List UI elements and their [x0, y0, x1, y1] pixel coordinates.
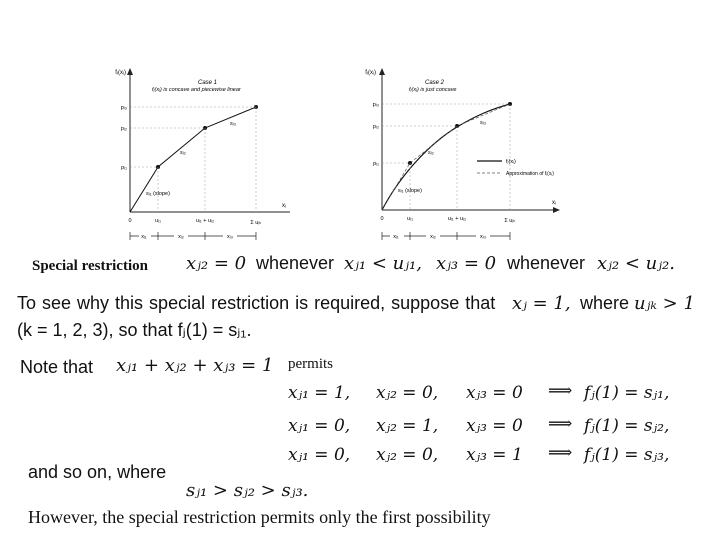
fig2-legend-item: fⱼ(xⱼ) [506, 159, 516, 165]
fig2-xtick: uⱼ₁ [407, 216, 413, 222]
case-1-xj2: xⱼ₂ = 0, [376, 383, 439, 403]
case-3-xj1: xⱼ₁ = 0, [288, 445, 351, 465]
fig2-case-title: Case 2 [425, 80, 445, 86]
and-so-on-label: and so on, where [28, 462, 167, 482]
permits-label: permits [288, 356, 333, 372]
equation-xj-equals-1: xⱼ = 1, [512, 293, 571, 314]
figure-case1 [110, 62, 290, 244]
case-3-xj2: xⱼ₂ = 0, [376, 445, 439, 465]
fig2-segment: xⱼ₃ [480, 234, 486, 240]
fig1-xtick: Σ uⱼₖ [250, 220, 262, 226]
fig1-slope-label: sⱼ₃ [230, 121, 236, 127]
case-1-xj3: xⱼ₃ = 0 [466, 383, 523, 403]
restriction-xj1-cond: xⱼ₁ < uⱼ₁, [344, 253, 422, 274]
fig1-x-axis-label: xⱼ [282, 203, 287, 209]
fig2-x-axis-label: xⱼ [552, 200, 557, 206]
fig1-xtick: uⱼ₁ + uⱼ₂ [195, 218, 215, 224]
case-2-result: fⱼ(1) = sⱼ₂, [584, 416, 670, 436]
fig1-case-title: Case 1 [198, 80, 218, 86]
fig1-y-axis-label: fⱼ(xⱼ) [115, 70, 126, 76]
conclusion-text: However, the special restriction permits only the first possibility [28, 507, 491, 527]
restriction-whenever-1: whenever [256, 253, 335, 273]
figure-case2 [362, 62, 562, 244]
paragraph-to-see-why: To see why this special restriction is required, suppose that [17, 293, 496, 313]
fig2-xtick: 0 [380, 216, 384, 222]
case-2-xj2: xⱼ₂ = 1, [376, 416, 439, 436]
restriction-xj3: xⱼ₃ = 0 [436, 253, 497, 274]
fig2-slope-label: sⱼ₂ [428, 150, 434, 156]
fig1-xtick: uⱼ₁ [155, 218, 161, 224]
fig2-xtick: uⱼ₁ + uⱼ₂ [447, 216, 467, 222]
case-1-xj1: xⱼ₁ = 1, [288, 383, 351, 403]
fig2-case-sub: fⱼ(xⱼ) is just concave [409, 87, 457, 93]
equation-ujk: uⱼₖ > 1 [634, 293, 695, 314]
case-3-implies-icon: ⟹ [548, 443, 573, 463]
fig1-segment: xⱼ₃ [227, 234, 233, 240]
fig1-case-sub: fⱼ(xⱼ) is concave and piecewise linear [152, 87, 241, 93]
fig2-slope-label: sⱼ₁ (slope) [398, 188, 422, 194]
fig2-segment: xⱼ₂ [430, 234, 436, 240]
sum-equation: xⱼ₁ + xⱼ₂ + xⱼ₃ = 1 [116, 355, 274, 376]
paragraph-k-values: (k = 1, 2, 3), so that fⱼ(1) = sⱼ₁. [17, 320, 252, 340]
slope-inequality: sⱼ₁ > sⱼ₂ > sⱼ₃. [186, 480, 309, 501]
fig1-slope-label: sⱼ₂ [180, 150, 186, 156]
case-1-result: fⱼ(1) = sⱼ₁, [584, 383, 670, 403]
case-3-result: fⱼ(1) = sⱼ₃, [584, 445, 670, 465]
fig2-segment: xⱼ₁ [393, 234, 399, 240]
fig2-xtick: Σ uⱼₖ [504, 218, 516, 224]
fig2-ytick: pⱼ₃ [372, 102, 379, 108]
fig2-y-axis-label: fⱼ(xⱼ) [365, 70, 376, 76]
case-2-implies-icon: ⟹ [548, 414, 573, 434]
special-restriction-label: Special restriction [32, 258, 148, 274]
restriction-xj2-cond: xⱼ₂ < uⱼ₂. [597, 253, 675, 274]
note-that-label: Note that [20, 357, 94, 377]
fig1-ytick: pⱼ₃ [120, 105, 127, 111]
case-1-implies-icon: ⟹ [548, 381, 573, 401]
fig1-xtick: 0 [128, 218, 132, 224]
case-2-xj3: xⱼ₃ = 0 [466, 416, 523, 436]
word-where: where [580, 293, 630, 313]
case-3-xj3: xⱼ₃ = 1 [466, 445, 523, 465]
fig2-slope-label: sⱼ₃ [480, 120, 486, 126]
fig2-legend-item: Approximation of fⱼ(xⱼ) [506, 171, 554, 177]
fig2-ytick: pⱼ₁ [373, 161, 379, 167]
fig2-ytick: pⱼ₂ [372, 124, 379, 130]
fig1-ytick: pⱼ₂ [120, 126, 127, 132]
fig1-segment: xⱼ₁ [141, 234, 147, 240]
case-2-xj1: xⱼ₁ = 0, [288, 416, 351, 436]
fig1-slope-label: sⱼ₁ (slope) [146, 191, 170, 197]
restriction-xj2: xⱼ₂ = 0 [186, 253, 247, 274]
fig1-ytick: pⱼ₁ [121, 165, 127, 171]
fig1-segment: xⱼ₂ [178, 234, 184, 240]
restriction-whenever-2: whenever [507, 253, 586, 273]
